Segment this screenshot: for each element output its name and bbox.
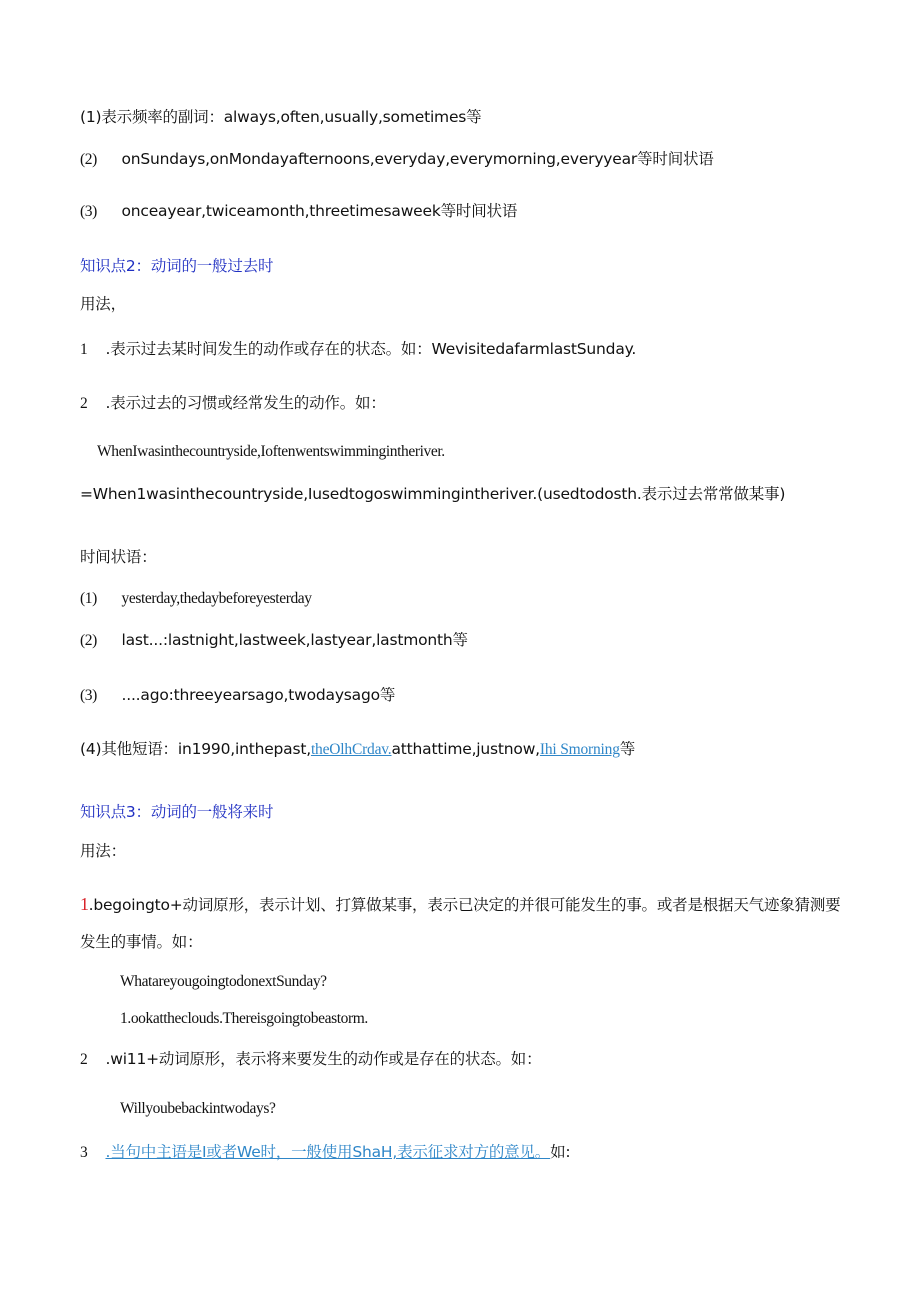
- time-adverbial-text: ....ago:threeyearsago,twodaysago等: [121, 686, 396, 704]
- time-adverbials-label: [80, 546, 920, 568]
- time-adverbial-3: [80, 684, 920, 707]
- time-adverbials-label-text: 时间状语：: [80, 548, 157, 566]
- time-adverbial-text: yesterday,thedaybeforeyesterday: [121, 590, 312, 607]
- time-adverbial-4: [80, 738, 920, 761]
- section-heading-text: 知识点2：动词的一般过去时: [80, 257, 274, 275]
- item-number: 2: [80, 395, 88, 412]
- hyperlink-this-morning[interactable]: Ihi Smorning: [539, 741, 620, 758]
- section-heading-text: 知识点3：动词的一般将来时: [80, 803, 274, 821]
- other-phrases-text-continued: atthattime,justnow,: [391, 740, 540, 758]
- item-number: (2): [80, 632, 97, 649]
- hyperlink-the-other-day[interactable]: theOlhCrdav.: [310, 741, 392, 758]
- item-number: (2): [80, 151, 97, 168]
- future-usage-point-1-continued: [80, 931, 920, 953]
- past-usage-point-1: [80, 338, 920, 361]
- time-phrases-text: onSundays,onMondayafternoons,everyday,everymorning,everyyear等时间状语: [121, 150, 714, 168]
- usage-point-text: .begoingto+动词原形，表示计划、打算做某事，表示已决定的并很可能发生的事。或者是根据天气迹象猜测要: [88, 896, 841, 914]
- item-number: (3): [80, 687, 97, 704]
- usage-label-text: 用法，: [80, 295, 126, 313]
- example-sentence-1: [97, 441, 920, 463]
- future-usage-point-3: [80, 1141, 920, 1164]
- example-sentence-text: WhatareyougoingtodonextSunday?: [120, 973, 327, 990]
- item-number: (1): [80, 590, 97, 607]
- frequency-adverbs-text: (1)表示频率的副词：always,often,usually,sometimes等: [80, 108, 482, 126]
- time-phrases-line-3: [80, 200, 920, 223]
- item-number-red: 1: [80, 894, 89, 914]
- other-phrases-text: (4)其他短语：in1990,inthepast,: [80, 740, 311, 758]
- section-heading-future-tense: [80, 801, 920, 823]
- example-sentence-text: 1.ookattheclouds.Thereisgoingtobeastorm.: [120, 1010, 368, 1027]
- time-adverbial-2: [80, 629, 920, 652]
- example-sentence-2: [80, 483, 920, 505]
- item-number: 3: [80, 1144, 88, 1161]
- item-number: 2: [80, 1051, 88, 1068]
- past-usage-point-2: [80, 392, 920, 415]
- hyperlink-usage-point-3[interactable]: .当句中主语是I或者We时，一般使用ShaH,表示征求对方的意见。: [105, 1143, 551, 1161]
- usage-point-text-continued: 发生的事情。如：: [80, 933, 203, 951]
- time-phrases-text: onceayear,twiceamonth,threetimesaweek等时间状语: [121, 202, 518, 220]
- future-usage-point-1: [80, 893, 920, 917]
- other-phrases-suffix: 等: [619, 740, 636, 758]
- item-number: 1: [80, 341, 88, 358]
- future-example-1: [120, 971, 920, 993]
- time-adverbial-1: [80, 588, 920, 610]
- section-heading-past-tense: [80, 255, 920, 277]
- frequency-adverbs-line: [80, 106, 920, 128]
- usage-point-text: .wi11+动词原形，表示将来要发生的动作或是存在的状态。如：: [105, 1050, 542, 1068]
- usage-point-suffix: 如:: [550, 1143, 571, 1161]
- usage-point-text: .表示过去某时间发生的动作或存在的状态。如：WevisitedafarmlastSunday.: [105, 340, 637, 358]
- time-phrases-line-2: [80, 148, 920, 171]
- usage-label-text: 用法：: [80, 842, 126, 860]
- usage-label: [80, 293, 920, 315]
- usage-point-text: .表示过去的习惯或经常发生的动作。如：: [105, 394, 386, 412]
- future-example-2: [120, 1008, 920, 1030]
- usage-label-2: [80, 840, 920, 862]
- future-example-3: [120, 1098, 920, 1120]
- example-sentence-text: =When1wasinthecountryside,Iusedtogoswimmingintheriver.(usedtodosth.表示过去常常做某事): [80, 485, 786, 503]
- example-sentence-text: Willyoubebackintwodays?: [120, 1100, 276, 1117]
- example-sentence-text: WhenIwasinthecountryside,Ioftenwentswimmingintheriver.: [97, 443, 445, 460]
- item-number: (3): [80, 203, 97, 220]
- time-adverbial-text: last...:lastnight,lastweek,lastyear,lastmonth等: [121, 631, 468, 649]
- future-usage-point-2: [80, 1048, 920, 1071]
